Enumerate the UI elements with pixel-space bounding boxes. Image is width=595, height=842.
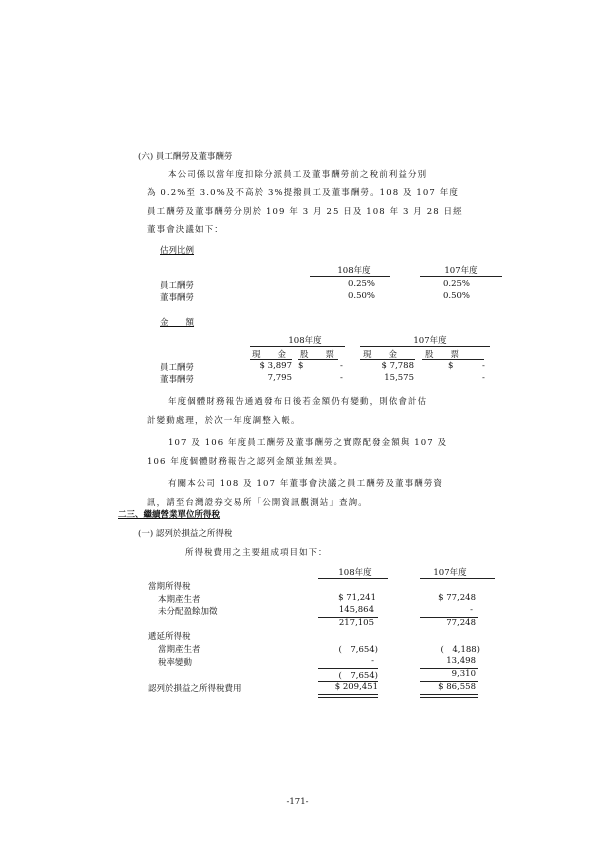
tax-value: - <box>371 656 374 666</box>
paragraph-line: 本公司係以當年度扣除分派員工及董事酬勞前之稅前利益分別 <box>168 170 428 180</box>
tax-grand-label: 認列於損益之所得稅費用 <box>148 684 242 694</box>
divider <box>420 578 495 579</box>
double-divider <box>420 694 478 698</box>
amount-sub-stock-107: 股 票 <box>425 350 460 360</box>
divider <box>360 359 415 360</box>
ratio-col-107: 107年度 <box>444 266 478 276</box>
amount-value: - <box>340 373 343 383</box>
divider <box>310 276 390 277</box>
tax-row-label: 當期產生者 <box>158 645 201 655</box>
amount-title: 金 額 <box>160 318 195 328</box>
amount-value: $ <box>448 361 454 371</box>
tax-subtotal: ( 7,654) <box>338 671 378 681</box>
divider <box>318 578 388 579</box>
paragraph-line: 年度個體財務報告通過發布日後若金額仍有變動，則依會計估 <box>168 397 428 407</box>
tax-row-label: 稅率變動 <box>158 658 193 668</box>
paragraph-line: 107 及 106 年度員工酬勞及董事酬勞之實際配發金額與 107 及 <box>168 438 448 448</box>
paragraph-line: 有關本公司 108 及 107 年董事會決議之員工酬勞及董事酬勞資 <box>168 479 444 489</box>
ratio-value: 0.50% <box>442 291 470 301</box>
double-divider <box>318 694 378 698</box>
tax-value: ( 7,654) <box>338 645 378 655</box>
paragraph-line: 106 年度個體財務報告之認列金額並無差異。 <box>147 457 344 467</box>
tax-value: $ 77,248 <box>438 593 476 603</box>
ratio-row-label: 董事酬勞 <box>160 293 195 303</box>
paragraph-line: 計變動處理，於次一年度調整入帳。 <box>147 416 301 426</box>
divider <box>422 359 484 360</box>
tax-row-label: 未分配盈餘加徵 <box>158 607 218 617</box>
sub-title: (一) 認列於損益之所得稅 <box>138 529 233 539</box>
amount-sub-stock-108: 股 票 <box>300 350 335 360</box>
tax-value: $ 71,241 <box>338 593 376 603</box>
amount-year-108: 108年度 <box>288 336 322 346</box>
amount-value: - <box>340 361 343 371</box>
amount-value: 7,795 <box>267 373 292 383</box>
ratio-value: 0.25% <box>442 279 470 289</box>
ratio-title: 估列比例 <box>160 246 195 256</box>
tax-section-label: 遞延所得稅 <box>148 632 191 642</box>
ratio-row-label: 員工酬勞 <box>160 281 195 291</box>
sub-intro: 所得稅費用之主要組成項目如下： <box>185 548 328 558</box>
tax-value: 145,864 <box>338 605 374 615</box>
divider <box>298 359 338 360</box>
tax-subtotal: 217,105 <box>338 618 374 628</box>
page-number: -171- <box>286 797 309 807</box>
tax-subtotal: 9,310 <box>451 669 476 679</box>
tax-value: ( 4,188) <box>440 645 480 655</box>
divider <box>420 276 502 277</box>
paragraph-line: 訊，請至台灣證券交易所「公開資訊觀測站」查詢。 <box>147 498 368 508</box>
divider <box>250 359 292 360</box>
tax-grand-total: $ 86,558 <box>438 682 476 692</box>
amount-value: $ 7,788 <box>381 361 414 371</box>
tax-grand-total: $ 209,451 <box>334 682 378 692</box>
amount-value: 15,575 <box>384 373 414 383</box>
amount-value: - <box>482 373 485 383</box>
ratio-col-108: 108年度 <box>337 266 371 276</box>
tax-value: 13,498 <box>446 656 476 666</box>
amount-value: $ 3,897 <box>259 361 292 371</box>
amount-row-label: 員工酬勞 <box>160 363 195 373</box>
tax-col-108: 108年度 <box>338 568 372 578</box>
amount-sub-cash-108: 現 金 <box>252 350 287 360</box>
section-title: 二三、繼續營業單位所得稅 <box>118 510 221 520</box>
tax-col-107: 107年度 <box>433 568 467 578</box>
amount-year-107: 107年度 <box>413 336 447 346</box>
amount-sub-cash-107: 現 金 <box>363 350 398 360</box>
tax-value: - <box>470 605 473 615</box>
section-heading-six: (六) 員工酬勞及董事酬勞 <box>138 152 233 162</box>
amount-value: - <box>482 361 485 371</box>
amount-row-label: 董事酬勞 <box>160 375 195 385</box>
divider <box>360 346 490 347</box>
paragraph-line: 為 0.2%至 3.0%及不高於 3%提撥員工及董事酬勞。108 及 107 年度 <box>147 188 459 198</box>
tax-section-label: 當期所得稅 <box>148 582 191 592</box>
ratio-value: 0.25% <box>347 279 375 289</box>
amount-value: $ <box>298 361 304 371</box>
divider <box>250 346 345 347</box>
paragraph-line: 董事會決議如下： <box>147 225 224 235</box>
tax-row-label: 本期產生者 <box>158 595 201 605</box>
paragraph-line: 員工酬勞及董事酬勞分別於 109 年 3 月 25 日及 108 年 3 月 28 日經 <box>147 207 463 217</box>
ratio-value: 0.50% <box>347 291 375 301</box>
tax-subtotal: 77,248 <box>446 618 476 628</box>
